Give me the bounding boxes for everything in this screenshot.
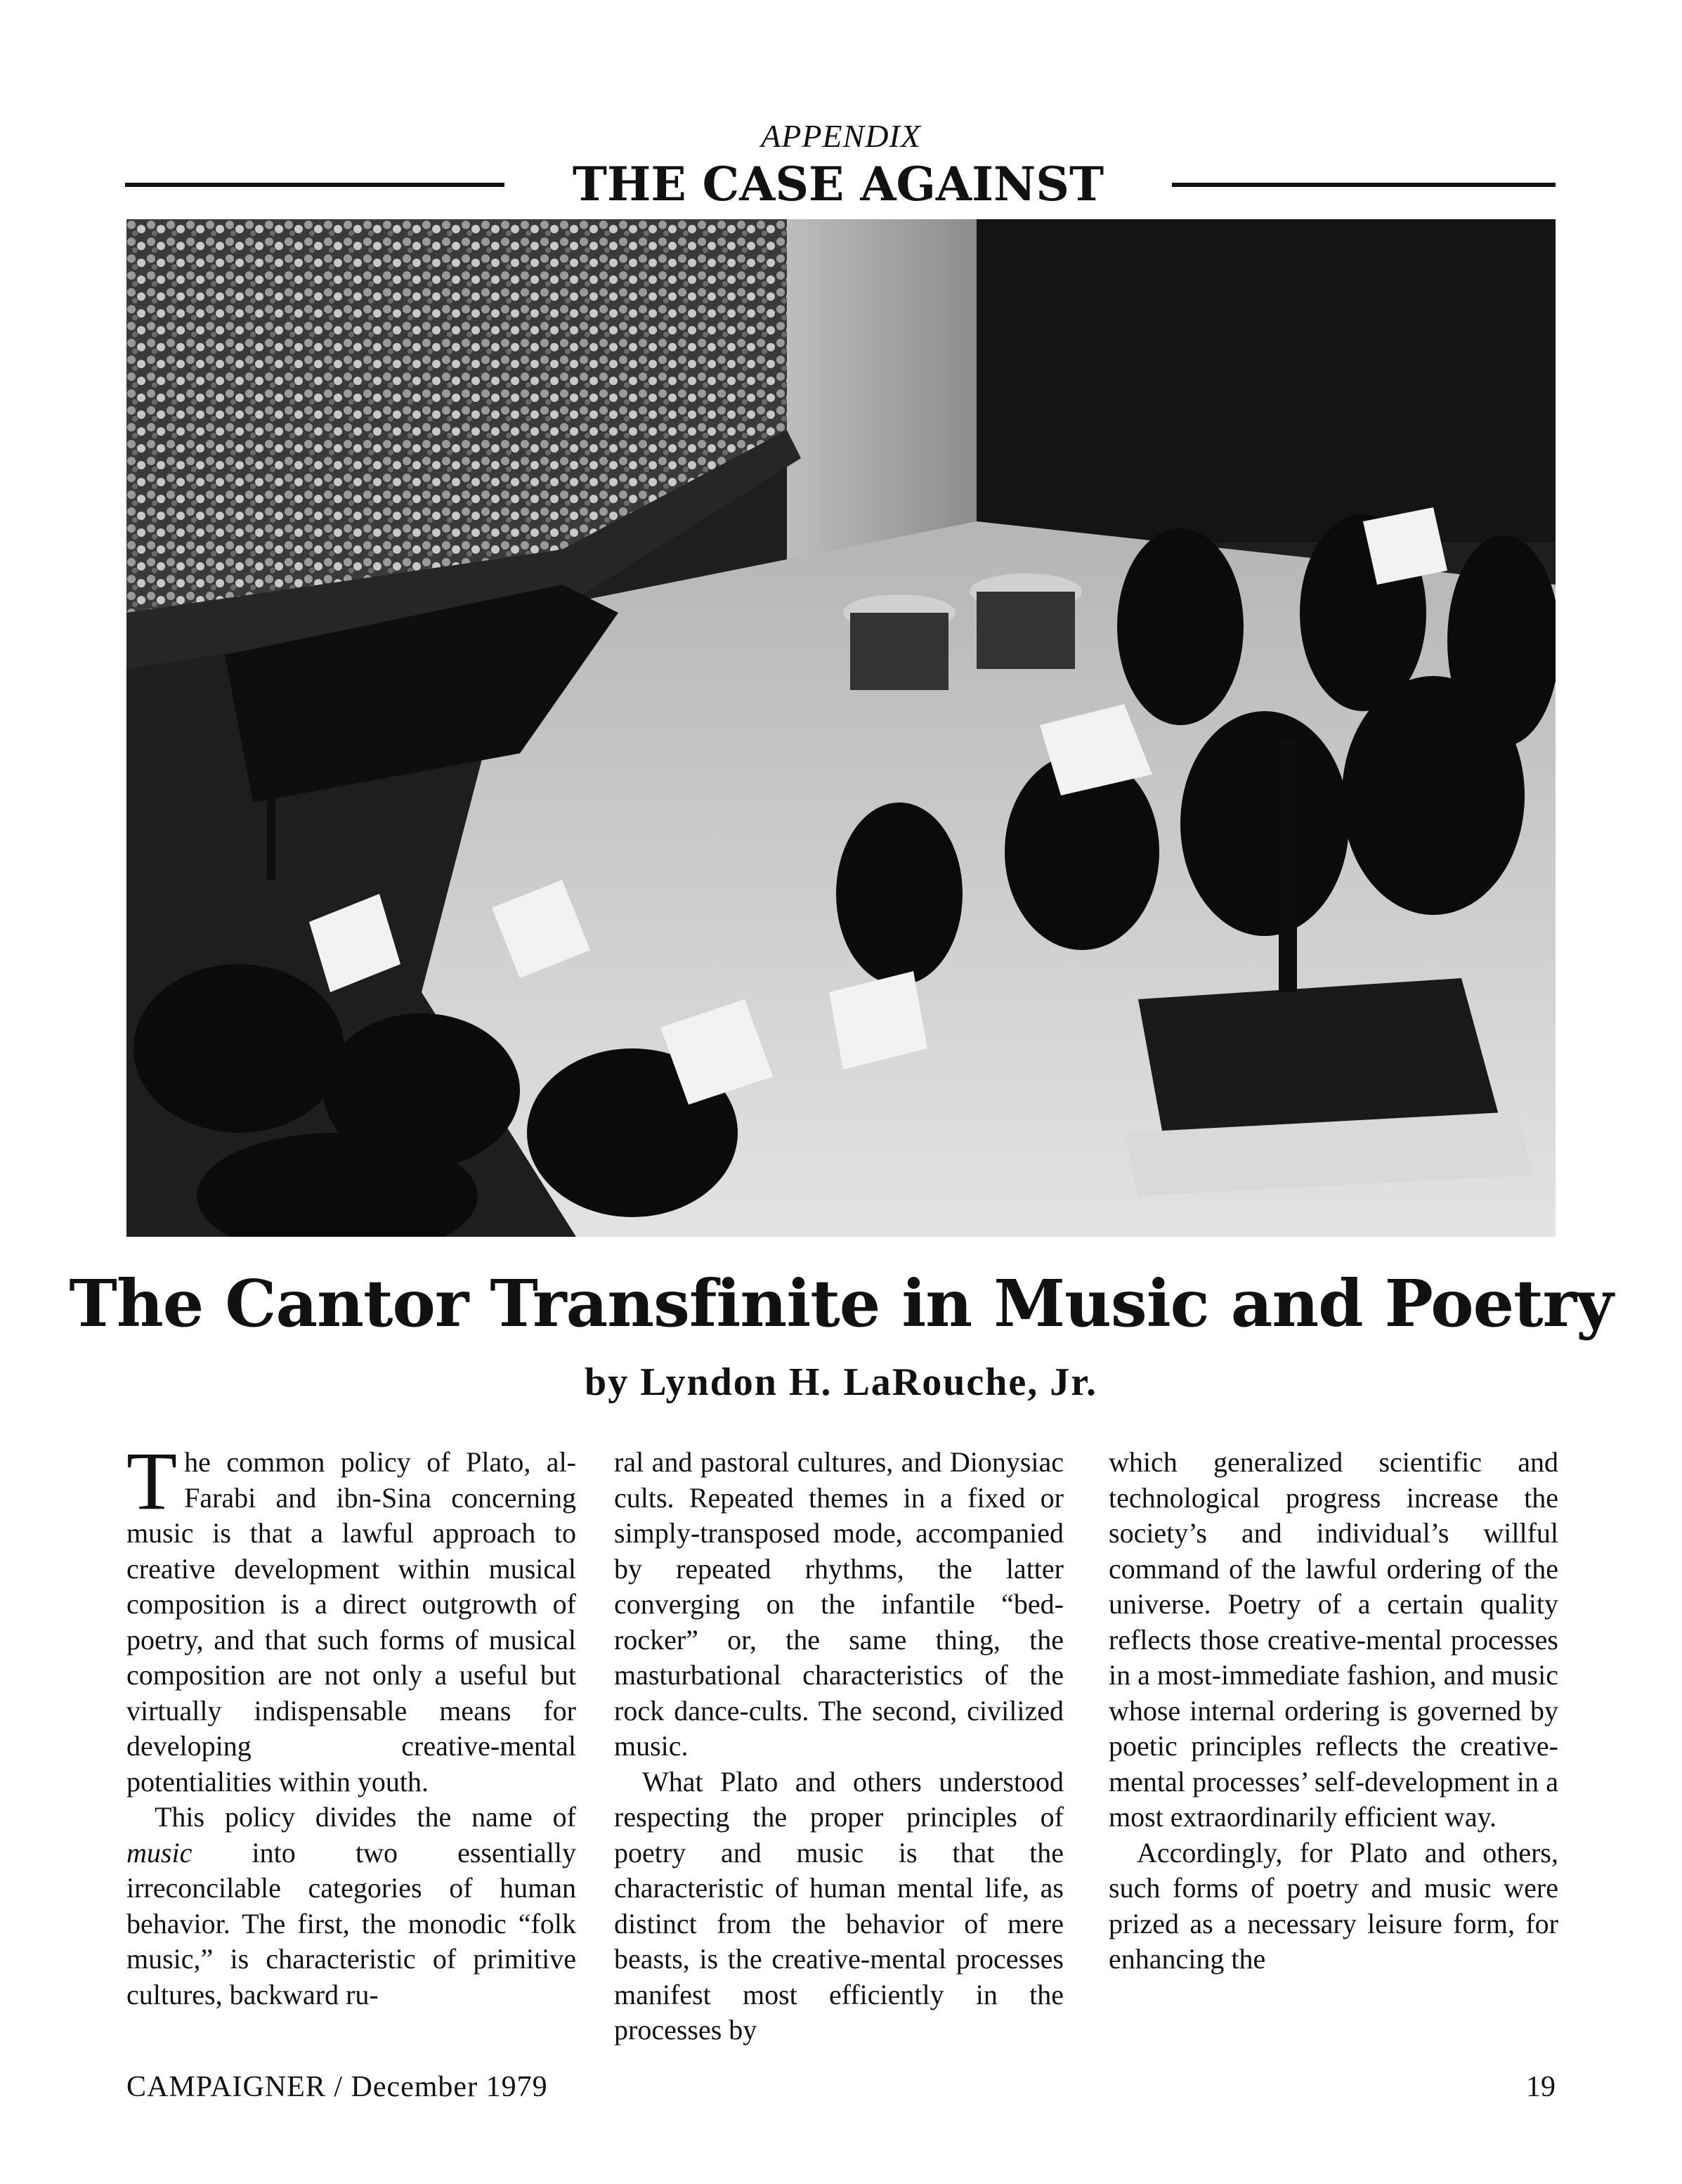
paragraph (126, 1800, 576, 2013)
section-title: THE CASE AGAINST (572, 157, 1104, 212)
article-byline: by Lyndon H. LaRouche, Jr. (585, 1360, 1097, 1404)
drop-cap: T (126, 1435, 178, 1527)
article-headline: The Cantor Transfinite in Music and Poetry (69, 1266, 1613, 1341)
article-column-1 (126, 1435, 576, 2013)
article-column-3 (1109, 1445, 1558, 1977)
orchestra-photo (126, 219, 1556, 1237)
article-column-2 (614, 1445, 1064, 2048)
paragraph: What Plato and others understood respecting the proper principles of poetry and music is that the characteristic of human mental life, as distinct from the behavior of mere beasts, is the creative-mental processes manifest most efficiently in the processes by (614, 1765, 1064, 2046)
paragraph-text: he common policy of Plato, al-Farabi and ibn-Sina concerning music is that a lawful approach to creative development within musical composition is a direct outgrowth of poetry, and that such forms of musical composition are not only a useful but virtually indispensable means for developing creative-mental potentialities within youth. (126, 1446, 576, 1798)
title-rule-left (125, 183, 504, 187)
paragraph: ral and pastoral cultures, and Dionysiac cults. Repeated themes in a fixed or simply-transposed mode, accompanied by repeated rhythms, the latter converging on the infantile “bed-rocker” or, the same thing, the masturbational characteristics of the rock dance-cults. The second, civilized music. (614, 1446, 1064, 1762)
paragraph-text: into two essentially irreconcilable categories of human behavior. The first, the monodic “folk music,” is characteristic of primitive cultures, backward ru- (126, 1836, 576, 2010)
title-rule-right (1172, 183, 1556, 187)
orchestra-photo-illustration (126, 219, 1556, 1237)
page-number: 19 (1526, 2071, 1556, 2103)
section-kicker: APPENDIX (761, 118, 921, 154)
paragraph-text: This policy divides the name of (155, 1801, 576, 1833)
paragraph: which generalized scientific and technological progress increase the society’s and individual’s willful command of the lawful ordering of the universe. Poetry of a certain quality reflects those creative-mental processes in a most-immediate fashion, and music whose internal ordering is governed by poetic principles reflects the creative-mental processes’ self-development in a most extraordinarily efficient way. (1109, 1446, 1558, 1833)
paragraph (126, 1435, 576, 1800)
emphasis-text: music (126, 1836, 193, 1868)
paragraph: Accordingly, for Plato and others, such forms of poetry and music were prized as a necessary leisure form, for enhancing the (1109, 1836, 1558, 1975)
publication-footer: CAMPAIGNER / December 1979 (126, 2071, 548, 2103)
